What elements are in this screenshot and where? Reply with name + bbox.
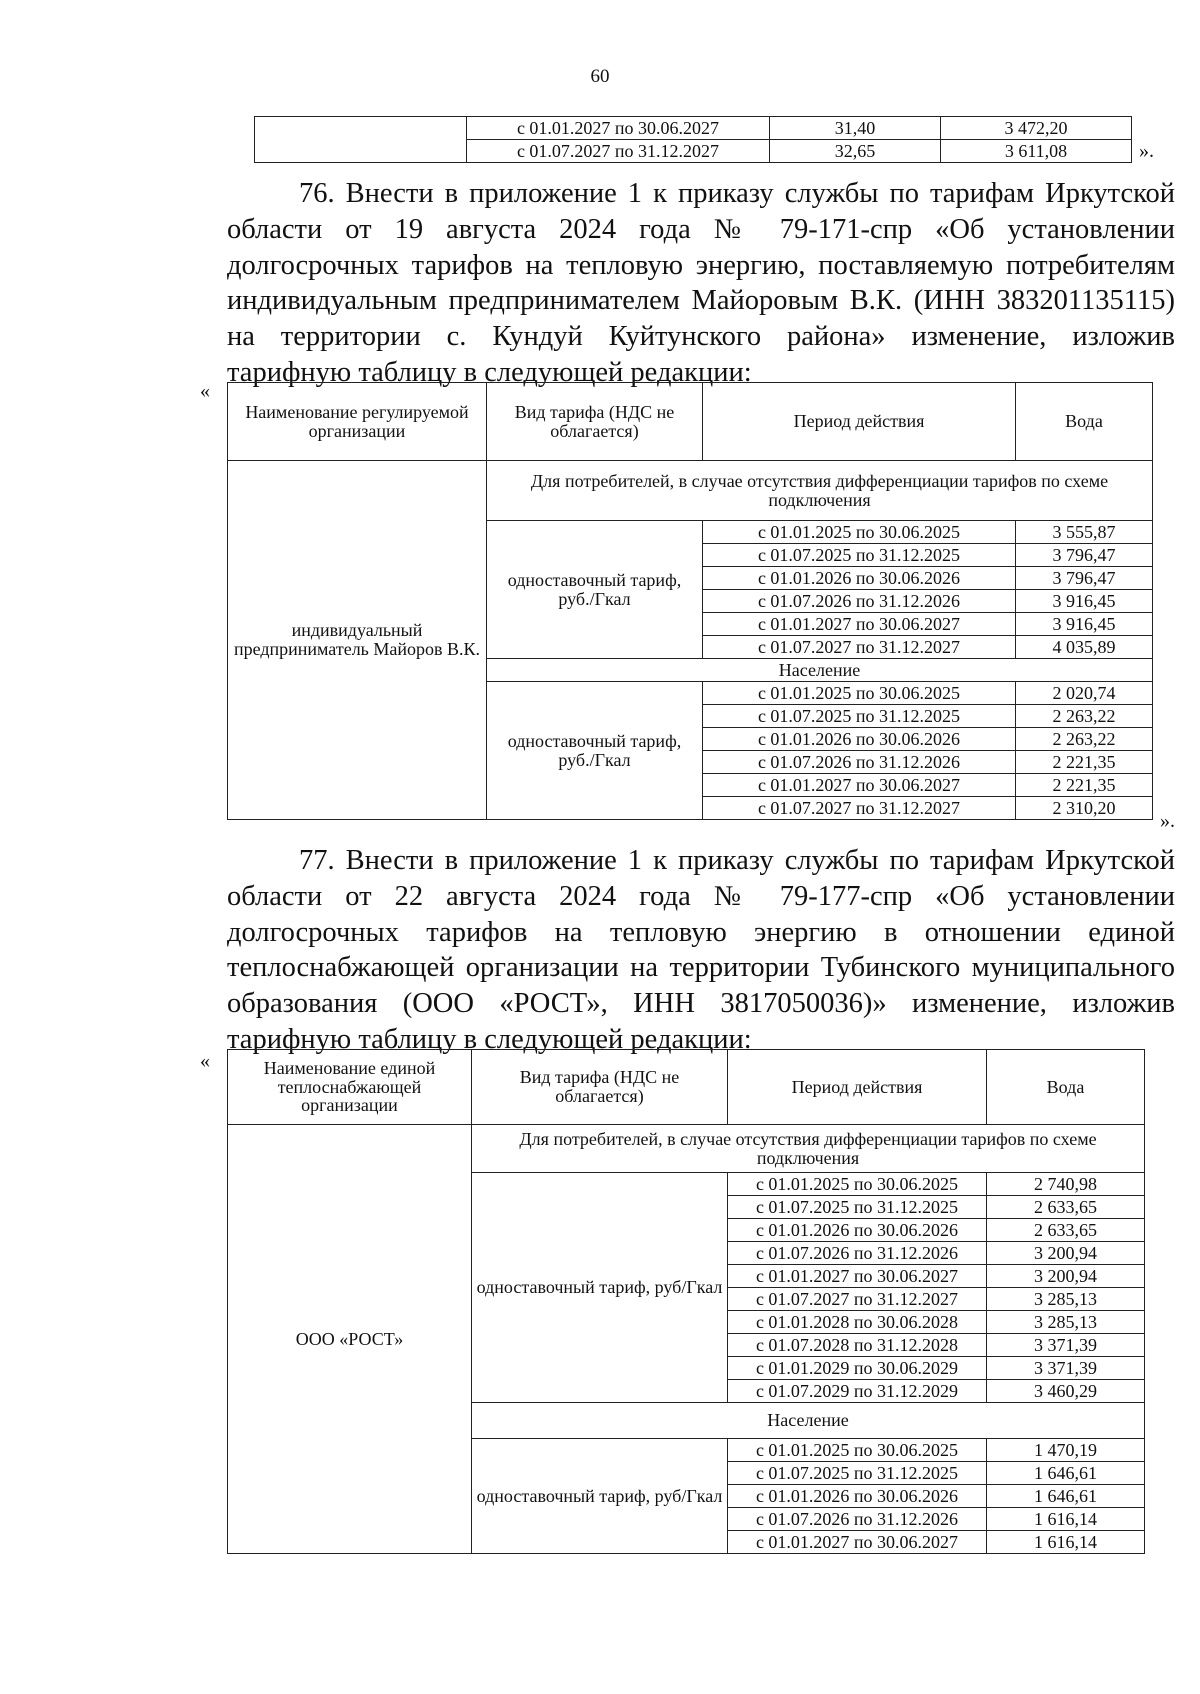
period-cell: с 01.01.2027 по 30.06.2027 [703,774,1016,797]
period-cell: с 01.07.2027 по 31.12.2027 [467,140,770,163]
period-cell: с 01.01.2028 по 30.06.2028 [728,1311,987,1334]
header-cell: Вид тарифа (НДС не облагается) [472,1050,728,1125]
value-cell: 2 263,22 [1016,728,1153,751]
page-number: 60 [590,66,610,87]
paragraph-line: долгосрочных тарифов на тепловую энергию в отношении единой [227,916,1175,948]
period-cell: с 01.01.2027 по 30.06.2027 [728,1265,987,1288]
value-cell: 3 796,47 [1016,544,1153,567]
header-cell: Наименование единой теплоснабжающей организации [228,1050,472,1125]
value-cell: 3 916,45 [1016,613,1153,636]
value-cell: 2 633,65 [987,1196,1145,1219]
value-cell: 2 740,98 [987,1173,1145,1196]
value-cell: 3 371,39 [987,1357,1145,1380]
paragraph-line: образования (ООО «РОСТ», ИНН 3817050036)» изменение, изложив [227,988,1175,1020]
period-cell: с 01.01.2026 по 30.06.2026 [703,567,1016,590]
period-cell: с 01.01.2027 по 30.06.2027 [703,613,1016,636]
organization-cell: ООО «РОСТ» [228,1125,472,1554]
value-cell: 1 470,19 [987,1439,1145,1462]
value-cell: 2 221,35 [1016,774,1153,797]
group-title-cell: Для потребителей, в случае отсутствия дифференциации тарифов по схеме подключения [472,1125,1145,1173]
period-cell: с 01.07.2029 по 31.12.2029 [728,1380,987,1403]
period-cell: с 01.01.2025 по 30.06.2025 [728,1173,987,1196]
organization-cell: индивидуальный предприниматель Майоров В.К. [228,461,487,820]
paragraph-line: 77. Внести в приложение 1 к приказу службы по тарифам Иркутской [299,845,1175,876]
closing-quote: ». [1139,140,1154,162]
opening-quote: « [200,380,210,402]
period-cell: с 01.07.2025 по 31.12.2025 [703,705,1016,728]
value-cell: 31,40 [770,117,941,140]
period-cell: с 01.07.2026 по 31.12.2026 [703,751,1016,774]
value-cell: 3 916,45 [1016,590,1153,613]
header-cell: Вода [987,1050,1145,1125]
period-cell: с 01.07.2026 по 31.12.2026 [728,1508,987,1531]
value-cell: 3 200,94 [987,1242,1145,1265]
header-cell: Период действия [728,1050,987,1125]
table-row [255,117,1132,140]
value-cell: 2 633,65 [987,1219,1145,1242]
table-cell [255,117,467,163]
value-cell: 4 035,89 [1016,636,1153,659]
period-cell: с 01.07.2027 по 31.12.2027 [703,797,1016,820]
paragraph-line: области от 22 августа 2024 года № 79-177-спр «Об установлении [227,880,1175,912]
value-cell: 3 285,13 [987,1288,1145,1311]
paragraph-line: долгосрочных тарифов на тепловую энергию, поставляемую потребителям [227,249,1175,281]
period-cell: с 01.07.2026 по 31.12.2026 [728,1242,987,1265]
tariff-table-77 [227,1049,1145,1554]
period-cell: с 01.07.2025 по 31.12.2025 [703,544,1016,567]
period-cell: с 01.07.2025 по 31.12.2025 [728,1196,987,1219]
period-cell: с 01.07.2027 по 31.12.2027 [703,636,1016,659]
period-cell: с 01.07.2028 по 31.12.2028 [728,1334,987,1357]
tariff-type-cell: одноставочный тариф, руб./Гкал [487,682,703,820]
value-cell: 1 616,14 [987,1531,1145,1554]
paragraph-77 [227,843,1175,1058]
tariff-type-cell: одноставочный тариф, руб/Гкал [472,1439,728,1554]
table-row [228,461,1153,521]
period-cell: с 01.01.2027 по 30.06.2027 [728,1531,987,1554]
period-cell: с 01.01.2026 по 30.06.2026 [728,1219,987,1242]
paragraph-line: области от 19 августа 2024 года № 79-171-спр «Об установлении [227,213,1175,245]
value-cell: 3 460,29 [987,1380,1145,1403]
opening-quote: « [200,1050,210,1072]
period-cell: с 01.01.2027 по 30.06.2027 [467,117,770,140]
period-cell: с 01.01.2025 по 30.06.2025 [703,682,1016,705]
group-title-cell: Для потребителей, в случае отсутствия дифференциации тарифов по схеме подключения [487,461,1153,521]
period-cell: с 01.01.2026 по 30.06.2026 [728,1485,987,1508]
value-cell: 3 611,08 [941,140,1132,163]
header-cell: Период действия [703,383,1016,461]
value-cell: 3 285,13 [987,1311,1145,1334]
paragraph-76 [227,176,1175,391]
group-title-cell: Население [472,1403,1145,1439]
paragraph-line: тарифную таблицу в следующей редакции: [227,1023,752,1055]
paragraph-line: индивидуальным предпринимателем Майоровым В.К. (ИНН 383201135115) [227,285,1175,317]
table-header-row [228,383,1153,461]
value-cell: 3 472,20 [941,117,1132,140]
value-cell: 2 263,22 [1016,705,1153,728]
tariff-type-cell: одноставочный тариф, руб/Гкал [472,1173,728,1403]
period-cell: с 01.07.2026 по 31.12.2026 [703,590,1016,613]
group-title-cell: Население [487,659,1153,682]
table-row [228,1125,1145,1173]
period-cell: с 01.07.2027 по 31.12.2027 [728,1288,987,1311]
header-cell: Наименование регулируемой организации [228,383,487,461]
header-cell: Вид тарифа (НДС не облагается) [487,383,703,461]
value-cell: 1 646,61 [987,1485,1145,1508]
value-cell: 32,65 [770,140,941,163]
period-cell: с 01.01.2029 по 30.06.2029 [728,1357,987,1380]
tariff-table-76 [227,382,1153,820]
value-cell: 3 371,39 [987,1334,1145,1357]
paragraph-line: 76. Внести в приложение 1 к приказу службы по тарифам Иркутской [299,178,1175,209]
continued-table [254,116,1132,163]
period-cell: с 01.01.2025 по 30.06.2025 [703,521,1016,544]
value-cell: 1 646,61 [987,1462,1145,1485]
paragraph-line: тарифную таблицу в следующей редакции: [227,356,752,388]
period-cell: с 01.07.2025 по 31.12.2025 [728,1462,987,1485]
header-cell: Вода [1016,383,1153,461]
value-cell: 3 200,94 [987,1265,1145,1288]
value-cell: 2 020,74 [1016,682,1153,705]
value-cell: 3 796,47 [1016,567,1153,590]
paragraph-line: теплоснабжающей организации на территории Тубинского муниципального [227,952,1175,984]
period-cell: с 01.01.2025 по 30.06.2025 [728,1439,987,1462]
value-cell: 2 221,35 [1016,751,1153,774]
period-cell: с 01.01.2026 по 30.06.2026 [703,728,1016,751]
value-cell: 2 310,20 [1016,797,1153,820]
value-cell: 1 616,14 [987,1508,1145,1531]
tariff-type-cell: одноставочный тариф, руб./Гкал [487,521,703,659]
closing-quote: ». [1160,810,1175,832]
value-cell: 3 555,87 [1016,521,1153,544]
table-header-row [228,1050,1145,1125]
paragraph-line: на территории с. Кундуй Куйтунского района» изменение, изложив [227,321,1175,353]
